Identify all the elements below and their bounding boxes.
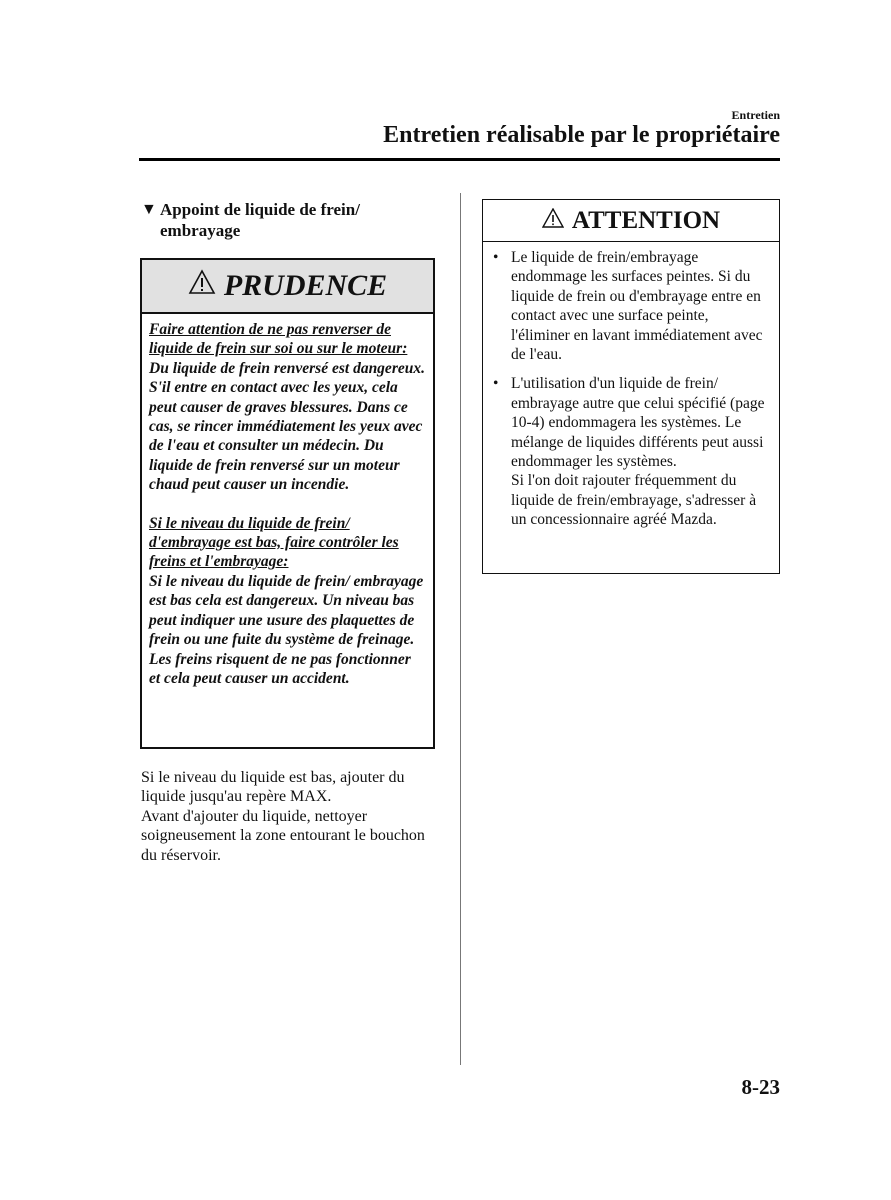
section-label: Entretien: [731, 108, 780, 122]
prudence-warning-box: [140, 258, 435, 749]
attention-box: [482, 199, 780, 574]
warning-triangle-icon: [542, 207, 564, 235]
body-line-2: Avant d'ajouter du liquide, nettoyer soigneusement la zone entourant le bouchon du réservoir.: [141, 807, 425, 864]
bullet-icon: •: [493, 375, 499, 393]
list-item: [493, 374, 771, 529]
attention-bullet-1: Le liquide de frein/embrayage endommage les surfaces peintes. Si du liquide de frein ou d'embrayage entre en contact avec une surface peinte, l'éliminer en lavant immédiatement avec de l'eau.: [511, 249, 763, 364]
body-text: [141, 768, 441, 865]
prudence-para1-text: Du liquide de frein renversé est dangereux. S'il entre en contact avec les yeux, cela peut causer de graves blessures. Dans ce cas, se rincer immédiatement les yeux avec de l'eau et consulter un médecin. Du liquide de frein renversé sur un moteur chaud peut causer un incendie.: [149, 359, 425, 494]
attention-bullet-2: L'utilisation d'un liquide de frein/ embrayage autre que celui spécifié (page 10-4) endommagera les systèmes. Le mélange de liquides différents peut aussi endommager les systèmes.: [511, 375, 765, 471]
bullet-icon: •: [493, 249, 499, 266]
attention-header: [483, 200, 779, 242]
section-heading: [141, 199, 441, 241]
triangle-down-icon: ▼: [141, 201, 157, 218]
header-rule: [139, 158, 780, 161]
prudence-body: [142, 314, 433, 688]
attention-title: ATTENTION: [571, 206, 721, 234]
list-item: [493, 248, 771, 364]
prudence-para1-title: Faire attention de ne pas renverser de liquide de frein sur soi ou sur le moteur:: [149, 321, 408, 358]
section-heading-text: Appoint de liquide de frein/ embrayage: [160, 200, 360, 240]
warning-triangle-icon: [188, 269, 216, 303]
body-line-1: Si le niveau du liquide est bas, ajouter du liquide jusqu'au repère MAX.: [141, 769, 405, 806]
prudence-para2-title: Si le niveau du liquide de frein/ d'embrayage est bas, faire contrôler les freins et l'embrayage:: [149, 514, 399, 571]
page-number: 8-23: [741, 1075, 780, 1099]
prudence-header: [142, 260, 433, 314]
prudence-para2-text: Si le niveau du liquide de frein/ embrayage est bas cela est dangereux. Un niveau bas peut indiquer une usure des plaquettes de frein ou une fuite du système de freinage. Les freins risquent de ne pas fonctionner et cela peut causer un accident.: [149, 572, 424, 687]
prudence-title: PRUDENCE: [223, 269, 388, 302]
page-title: Entretien réalisable par le propriétaire: [383, 122, 780, 148]
attention-bullet-2-extra: Si l'on doit rajouter fréquemment du liquide de frein/embrayage, s'adresser à un concessionnaire agréé Mazda.: [511, 472, 757, 529]
column-divider: [460, 193, 461, 1065]
attention-list: [483, 242, 779, 530]
